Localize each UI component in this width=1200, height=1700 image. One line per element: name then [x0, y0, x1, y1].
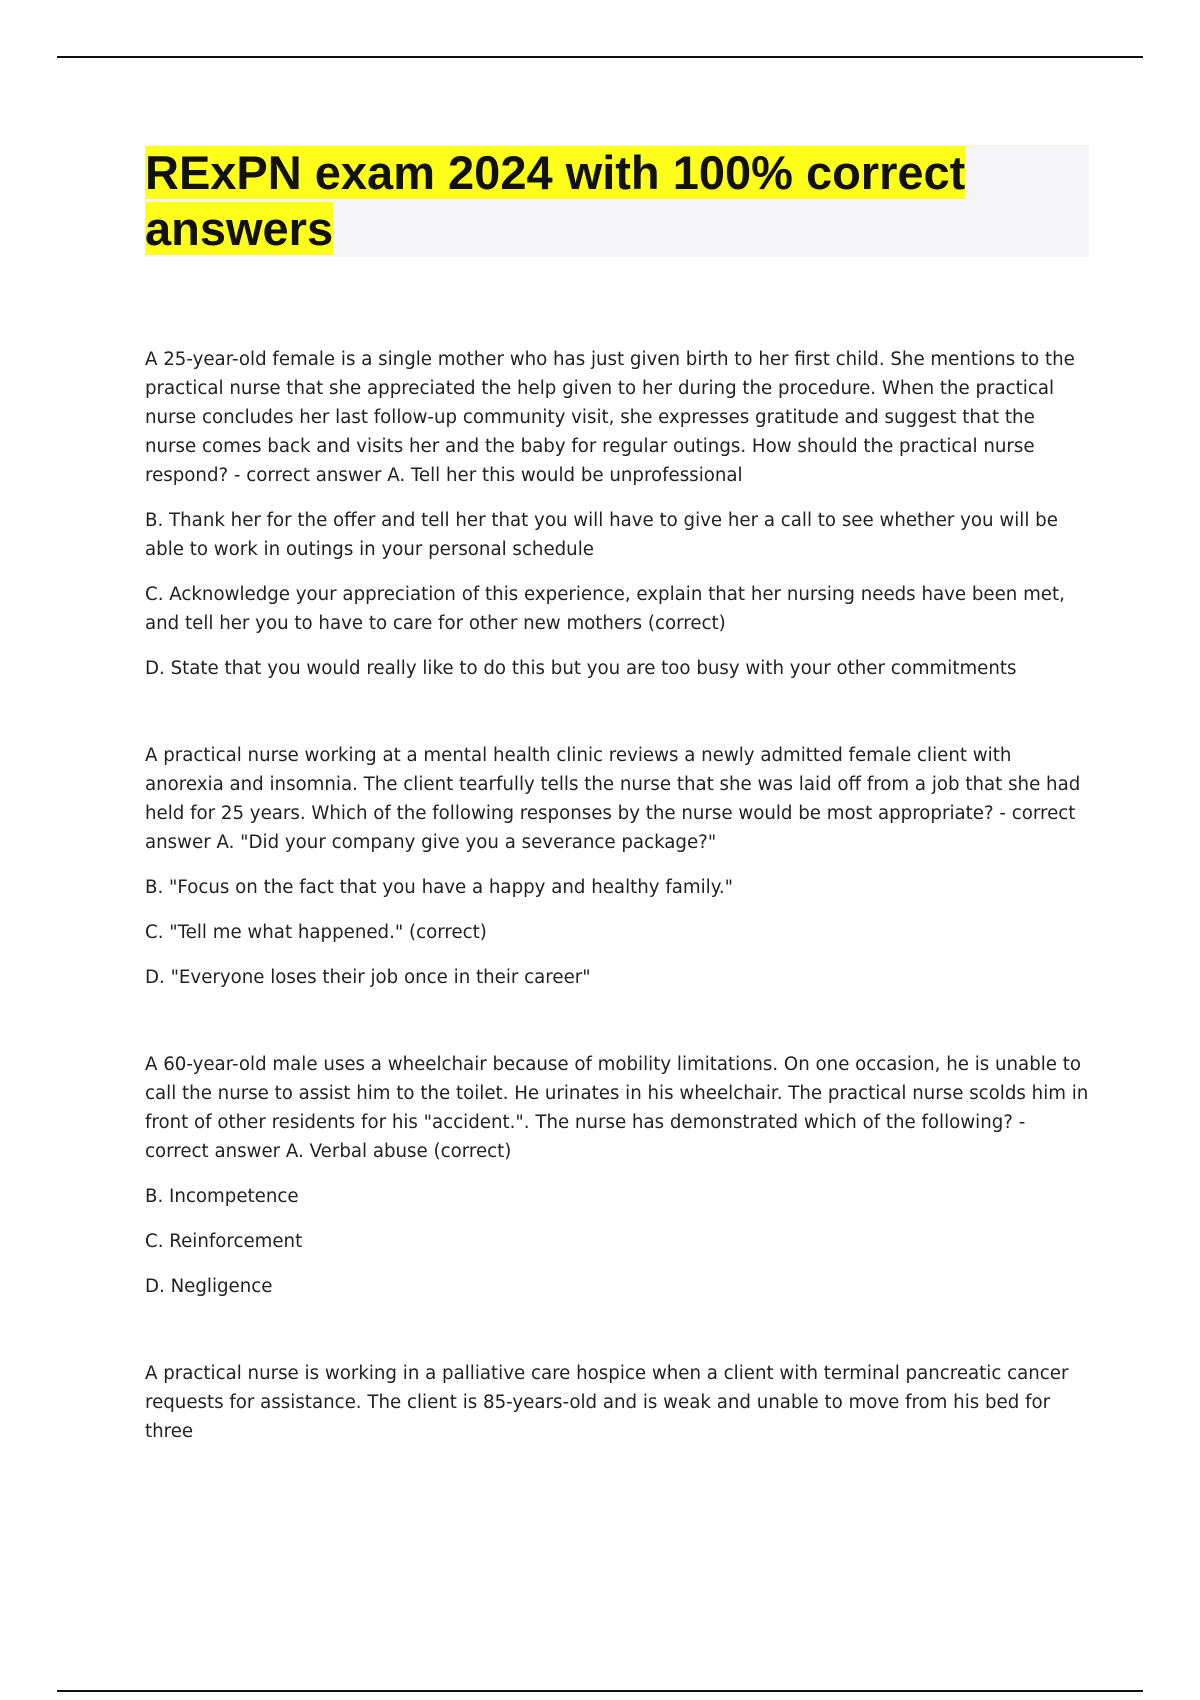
title-block [145, 145, 1089, 257]
question-stem: A 25-year-old female is a single mother who has just given birth to her first child. She mentions to the practical nurse that she appreciated the help given to her during the procedure. When the practical nurse concludes her last follow-up community visit, she expresses gratitude and suggest that the nurse comes back and visits her and the baby for regular outings. How should the practical nurse respond? - correct answer A. Tell her this would be unprofessional [145, 349, 1075, 486]
question-2 [145, 741, 1089, 992]
answer-option: D. State that you would really like to do this but you are too busy with your other commitments [145, 658, 1017, 679]
question-list [145, 345, 1089, 1446]
question-stem: A 60-year-old male uses a wheelchair because of mobility limitations. On one occasion, he is unable to call the nurse to assist him to the toilet. He urinates in his wheelchair. The practical nurse scolds him in front of other residents for his "accident.". The nurse has demonstrated which of the following? - correct answer A. Verbal abuse (correct) [145, 1054, 1089, 1162]
question-3 [145, 1050, 1089, 1301]
top-horizontal-rule [57, 56, 1143, 58]
bottom-horizontal-rule [57, 1690, 1143, 1692]
answer-option: D. "Everyone loses their job once in their career" [145, 967, 591, 988]
document-title [145, 145, 1089, 257]
answer-option: C. "Tell me what happened." (correct) [145, 922, 487, 943]
document-page [145, 145, 1089, 1504]
question-1 [145, 345, 1089, 683]
question-4 [145, 1359, 1089, 1446]
answer-option: C. Reinforcement [145, 1231, 303, 1252]
answer-option: D. Negligence [145, 1276, 273, 1297]
title-highlight: RExPN exam 2024 with 100% correct answers [145, 146, 966, 255]
answer-option: B. "Focus on the fact that you have a happy and healthy family." [145, 877, 734, 898]
answer-option: B. Incompetence [145, 1186, 299, 1207]
answer-option: B. Thank her for the offer and tell her that you will have to give her a call to see whether you will be able to work in outings in your personal schedule [145, 510, 1058, 560]
question-stem: A practical nurse is working in a palliative care hospice when a client with terminal pancreatic cancer requests for assistance. The client is 85-years-old and is weak and unable to move from his bed for three [145, 1363, 1069, 1442]
answer-option: C. Acknowledge your appreciation of this experience, explain that her nursing needs have been met, and tell her you to have to care for other new mothers (correct) [145, 584, 1065, 634]
question-stem: A practical nurse working at a mental health clinic reviews a newly admitted female client with anorexia and insomnia. The client tearfully tells the nurse that she was laid off from a job that she had held for 25 years. Which of the following responses by the nurse would be most appropriate? - correct answer A. "Did your company give you a severance package?" [145, 745, 1081, 853]
